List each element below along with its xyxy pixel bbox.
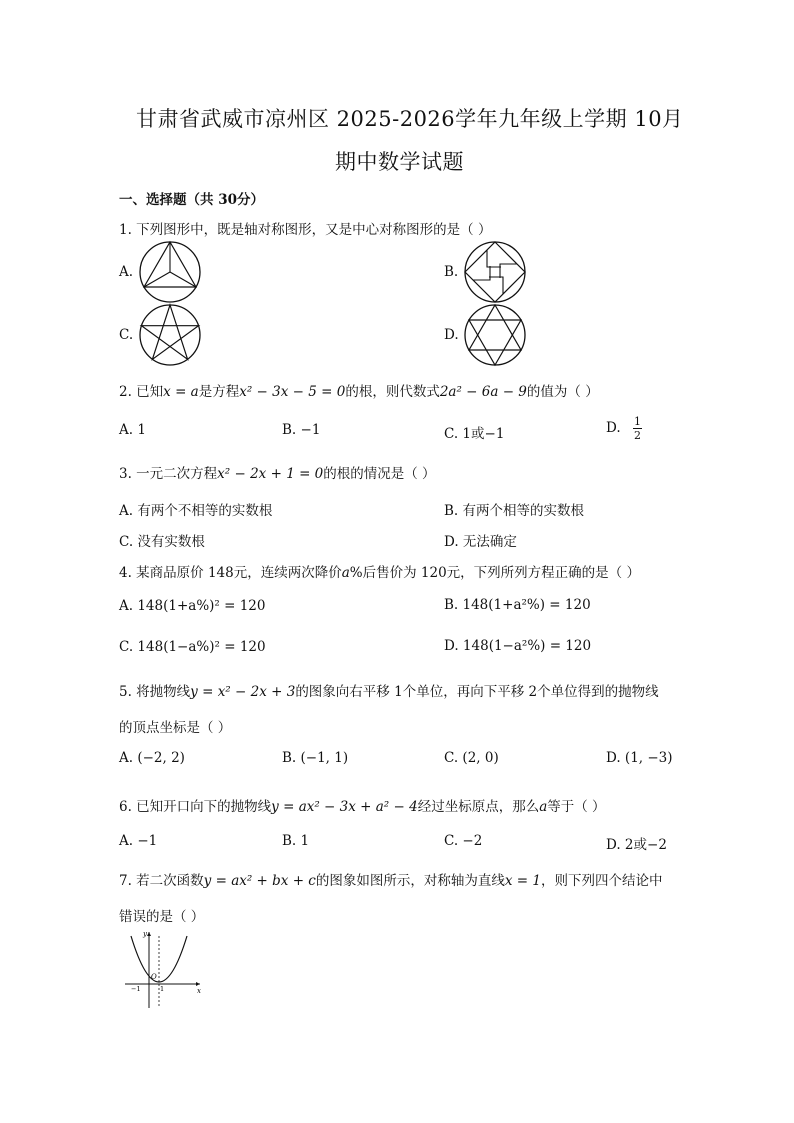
q3-equation: x² − 2x + 1 = 0: [217, 466, 324, 482]
q2-option-d: [606, 416, 642, 441]
q1-option-b-label: B.: [444, 264, 459, 280]
graph-x-label: x: [197, 987, 201, 995]
q7-text: 7. 若二次函数: [119, 873, 204, 889]
q5-option-a: A. (−2, 2): [119, 750, 185, 766]
q2-option-d-label: D.: [606, 420, 621, 436]
question-5-stem: [119, 680, 659, 700]
question-5-stem-line2: 的顶点坐标是（ ）: [119, 720, 232, 736]
q6-option-d: D. 2或−2: [606, 837, 667, 853]
x-axis-arrow: [196, 982, 200, 986]
q6-option-b: B. 1: [282, 833, 310, 849]
q6-equation: y = ax² − 3x + a² − 4: [271, 799, 418, 815]
q4-text-2: %后售价为 120元，下列所列方程正确的是（ ）: [349, 565, 640, 581]
q4-option-b: B. 148(1+a²%) = 120: [444, 597, 591, 613]
graph-neg1-label: −1: [131, 985, 141, 993]
q4-text: 4. 某商品原价 148元，连续两次降价: [119, 565, 342, 581]
y-axis-arrow: [147, 932, 151, 936]
q6-option-c: C. −2: [444, 833, 483, 849]
q2-condition: x = a: [163, 384, 199, 400]
graph-y-label: y: [143, 930, 147, 938]
circle-pinwheel-figure: [463, 240, 527, 304]
q5-option-c: C. (2, 0): [444, 750, 499, 766]
q7-equation: y = ax² + bx + c: [203, 873, 316, 889]
fraction-denominator: 2: [633, 429, 641, 442]
question-4-stem: [119, 561, 640, 581]
q2-expression: 2a² − 6a − 9: [439, 384, 527, 400]
parabola-graph: [122, 928, 204, 1010]
q4-option-d: D. 148(1−a²%) = 120: [444, 638, 592, 654]
question-6-stem: [119, 795, 606, 815]
circle-hexagram-figure: [463, 303, 527, 367]
q3-option-a: A. 有两个不相等的实数根: [119, 503, 273, 519]
q3-option-b: B. 有两个相等的实数根: [444, 503, 585, 519]
q4-option-a: A. 148(1+a%)² = 120: [119, 598, 266, 614]
q7-axis: x = 1: [504, 873, 541, 889]
section-heading: 一、选择题（共 30分）: [119, 192, 264, 208]
question-1-stem: 1. 下列图形中，既是轴对称图形，又是中心对称图形的是（ ）: [119, 222, 492, 238]
q1-option-a-label: A.: [119, 264, 134, 280]
q2-option-b: B. −1: [282, 422, 321, 438]
q6-variable: a: [539, 799, 548, 815]
question-2-stem: [119, 380, 599, 400]
question-7-stem-line2: 错误的是（ ）: [119, 909, 205, 925]
circle-triangle-figure: [138, 240, 202, 304]
q5-text: 5. 将抛物线: [119, 684, 191, 700]
parabola-curve: [131, 936, 187, 982]
q6-text-3: 等于（ ）: [547, 799, 606, 815]
q2-option-c: C. 1或−1: [444, 426, 505, 442]
q2-fraction: [633, 416, 642, 441]
q7-text-3: ，则下列四个结论中: [540, 873, 663, 889]
graph-one-label: 1: [160, 985, 165, 993]
q2-equation: x² − 3x − 5 = 0: [239, 384, 346, 400]
q3-text-2: 的根的情况是（ ）: [323, 466, 436, 482]
graph-origin-label: O: [151, 973, 157, 981]
q2-text-2: 是方程: [198, 384, 240, 400]
q1-option-c-label: C.: [119, 327, 134, 343]
q6-text: 6. 已知开口向下的抛物线: [119, 799, 272, 815]
q2-text-3: 的根，则代数式: [345, 384, 440, 400]
q5-text-2: 的图象向右平移 1个单位，再向下平移 2个单位得到的抛物线: [295, 684, 659, 700]
q4-variable: a: [341, 565, 350, 581]
q5-option-d: D. (1, −3): [606, 750, 673, 766]
question-7-stem: [119, 869, 662, 889]
q3-text: 3. 一元二次方程: [119, 466, 218, 482]
page-subtitle: 期中数学试题: [335, 150, 464, 174]
q6-text-2: 经过坐标原点，那么: [417, 799, 540, 815]
q2-text: 2. 已知: [119, 384, 164, 400]
fraction-numerator: 1: [633, 415, 641, 428]
q3-option-c: C. 没有实数根: [119, 534, 205, 550]
q2-text-4: 的值为（ ）: [526, 384, 599, 400]
q1-option-d-label: D.: [444, 327, 459, 343]
page-title: 甘肃省武威市凉州区 2025-2026学年九年级上学期 10月: [136, 107, 684, 131]
q5-equation: y = x² − 2x + 3: [190, 684, 296, 700]
q6-option-a: A. −1: [119, 833, 158, 849]
q2-option-a: A. 1: [119, 422, 146, 438]
q4-option-c: C. 148(1−a%)² = 120: [119, 639, 266, 655]
q3-option-d: D. 无法确定: [444, 534, 517, 550]
question-3-stem: [119, 462, 436, 482]
q7-text-2: 的图象如图所示，对称轴为直线: [315, 873, 505, 889]
circle-pentagram-figure: [138, 303, 202, 367]
q5-option-b: B. (−1, 1): [282, 750, 349, 766]
